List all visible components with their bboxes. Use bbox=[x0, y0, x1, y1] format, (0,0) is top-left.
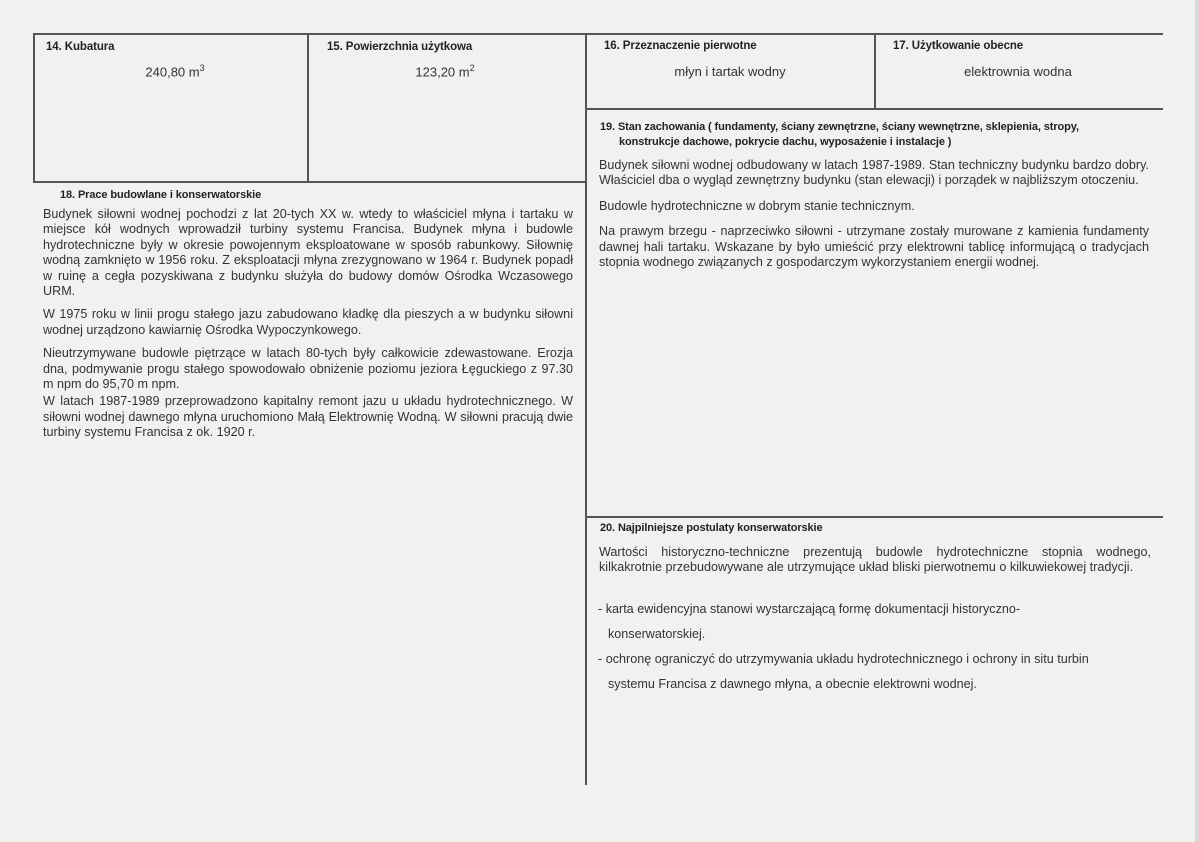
section-19-paragraph: Budynek siłowni wodnej odbudowany w latach 1987-1989. Stan techniczny budynku bardzo dobry. Właściciel dba o wygląd zewnętrzny budynku (stan elewacji) i porządek w najbliższym otoczeniu. bbox=[599, 158, 1149, 188]
area-value: 123,20 m bbox=[415, 64, 470, 80]
section-18-label: 18. Prace budowlane i konserwatorskie bbox=[60, 189, 262, 201]
field-17-value: elektrownia wodna bbox=[964, 64, 1072, 79]
section-18-text bbox=[43, 207, 573, 449]
section-19-label-line2: konstrukcje dachowe, pokrycie dachu, wyposażenie i instalacje ) bbox=[619, 136, 952, 148]
field-16-value: młyn i tartak wodny bbox=[674, 64, 786, 79]
field-14-label: 14. Kubatura bbox=[46, 41, 115, 53]
section-20-intro: Wartości historyczno-techniczne prezentują budowle hydrotechniczne stopnia wodnego, kilkakrotnie przebudowywane ale utrzymujące układ bliski pierwotnemu o kilkuwiekowej tradycji. bbox=[599, 545, 1151, 575]
section-19-paragraph: Na prawym brzegu - naprzeciwko siłowni - utrzymane zostały murowane z kamienia fundamenty dawnej hali tartaku. Wskazane by było umieścić przy elektrowni tablicę informującą o tradycjach stopnia wodnego związanych z gospodarczym wykorzystaniem energii wodnej. bbox=[599, 224, 1149, 270]
area-unit-exponent: 2 bbox=[469, 63, 475, 73]
divider-section20 bbox=[586, 516, 1163, 518]
field-15-value bbox=[370, 63, 520, 79]
section-20-bullet-1-line1: - karta ewidencyjna stanowi wystarczającą formę dokumentacji historyczno- bbox=[598, 602, 1021, 616]
section-19-paragraph: Budowle hydrotechniczne w dobrym stanie technicznym. bbox=[599, 198, 915, 213]
section-18-paragraph: W latach 1987-1989 przeprowadzono kapitalny remont jazu u układu hydrotechnicznego. W siłowni wodnej dawnego młyna uruchomiono Małą Elektrownię Wodną. W siłowni pracują dwie turbiny systemu Francisa z ok. 1920 r. bbox=[43, 394, 573, 440]
field-14-value bbox=[100, 63, 250, 79]
volume-value: 240,80 m bbox=[145, 64, 200, 80]
section-19-text bbox=[599, 158, 1149, 278]
col-divider-14-15 bbox=[307, 33, 309, 183]
section-18-paragraph: Nieutrzymywane budowle piętrzące w latach 80-tych były całkowicie zdewastowane. Erozja dna, podmywanie progu stałego spowodowało obniżenie poziomu jeziora Łęguckiego z 97.30 m npm do 95,70 m npm. bbox=[43, 346, 573, 392]
section-20-bullet-1-line2: konserwatorskiej. bbox=[608, 627, 706, 641]
left-border bbox=[33, 33, 35, 183]
scan-edge-shadow bbox=[1195, 0, 1199, 842]
divider-row1-left bbox=[33, 181, 586, 183]
field-17-label: 17. Użytkowanie obecne bbox=[893, 40, 1024, 52]
section-20-label: 20. Najpilniejsze postulaty konserwatorskie bbox=[600, 522, 823, 534]
field-16-label: 16. Przeznaczenie pierwotne bbox=[604, 40, 757, 52]
center-divider bbox=[585, 33, 587, 785]
volume-unit-exponent: 3 bbox=[199, 63, 205, 73]
top-border bbox=[33, 33, 1163, 35]
field-15-label: 15. Powierzchnia użytkowa bbox=[327, 41, 473, 53]
section-20-bullet-2-line1: - ochronę ograniczyć do utrzymywania układu hydrotechnicznego i ochrony in situ turbin bbox=[598, 652, 1089, 666]
section-20-bullet-2-line2: systemu Francisa z dawnego młyna, a obecnie elektrowni wodnej. bbox=[608, 677, 977, 691]
section-18-paragraph: W 1975 roku w linii progu stałego jazu zabudowano kładkę dla pieszych a w budynku siłowni wodnej urządzono kawiarnię Ośrodka Wypoczynkowego. bbox=[43, 307, 573, 337]
section-18-paragraph: Budynek siłowni wodnej pochodzi z lat 20-tych XX w. wtedy to właściciel młyna i tartaku w miejsce kół wodnych wprowadził turbiny systemu Francisa. Budynek młyna i budowle hydrotechniczne były w okresie powojennym eksploatowane w sposób rabunkowy. Siłownię wodną zamknięto w 1956 roku. Z eksploatacji młyna zrezygnowano w 1964 r. Budynek popadł w ruinę a cegła pozyskiwana z budynku służyła do budowy domów Ośrodka Wczasowego URM. bbox=[43, 207, 573, 299]
section-19-label-line1: 19. Stan zachowania ( fundamenty, ściany zewnętrzne, ściany wewnętrzne, sklepienia, stropy, bbox=[600, 121, 1079, 133]
col-divider-16-17 bbox=[874, 33, 876, 109]
